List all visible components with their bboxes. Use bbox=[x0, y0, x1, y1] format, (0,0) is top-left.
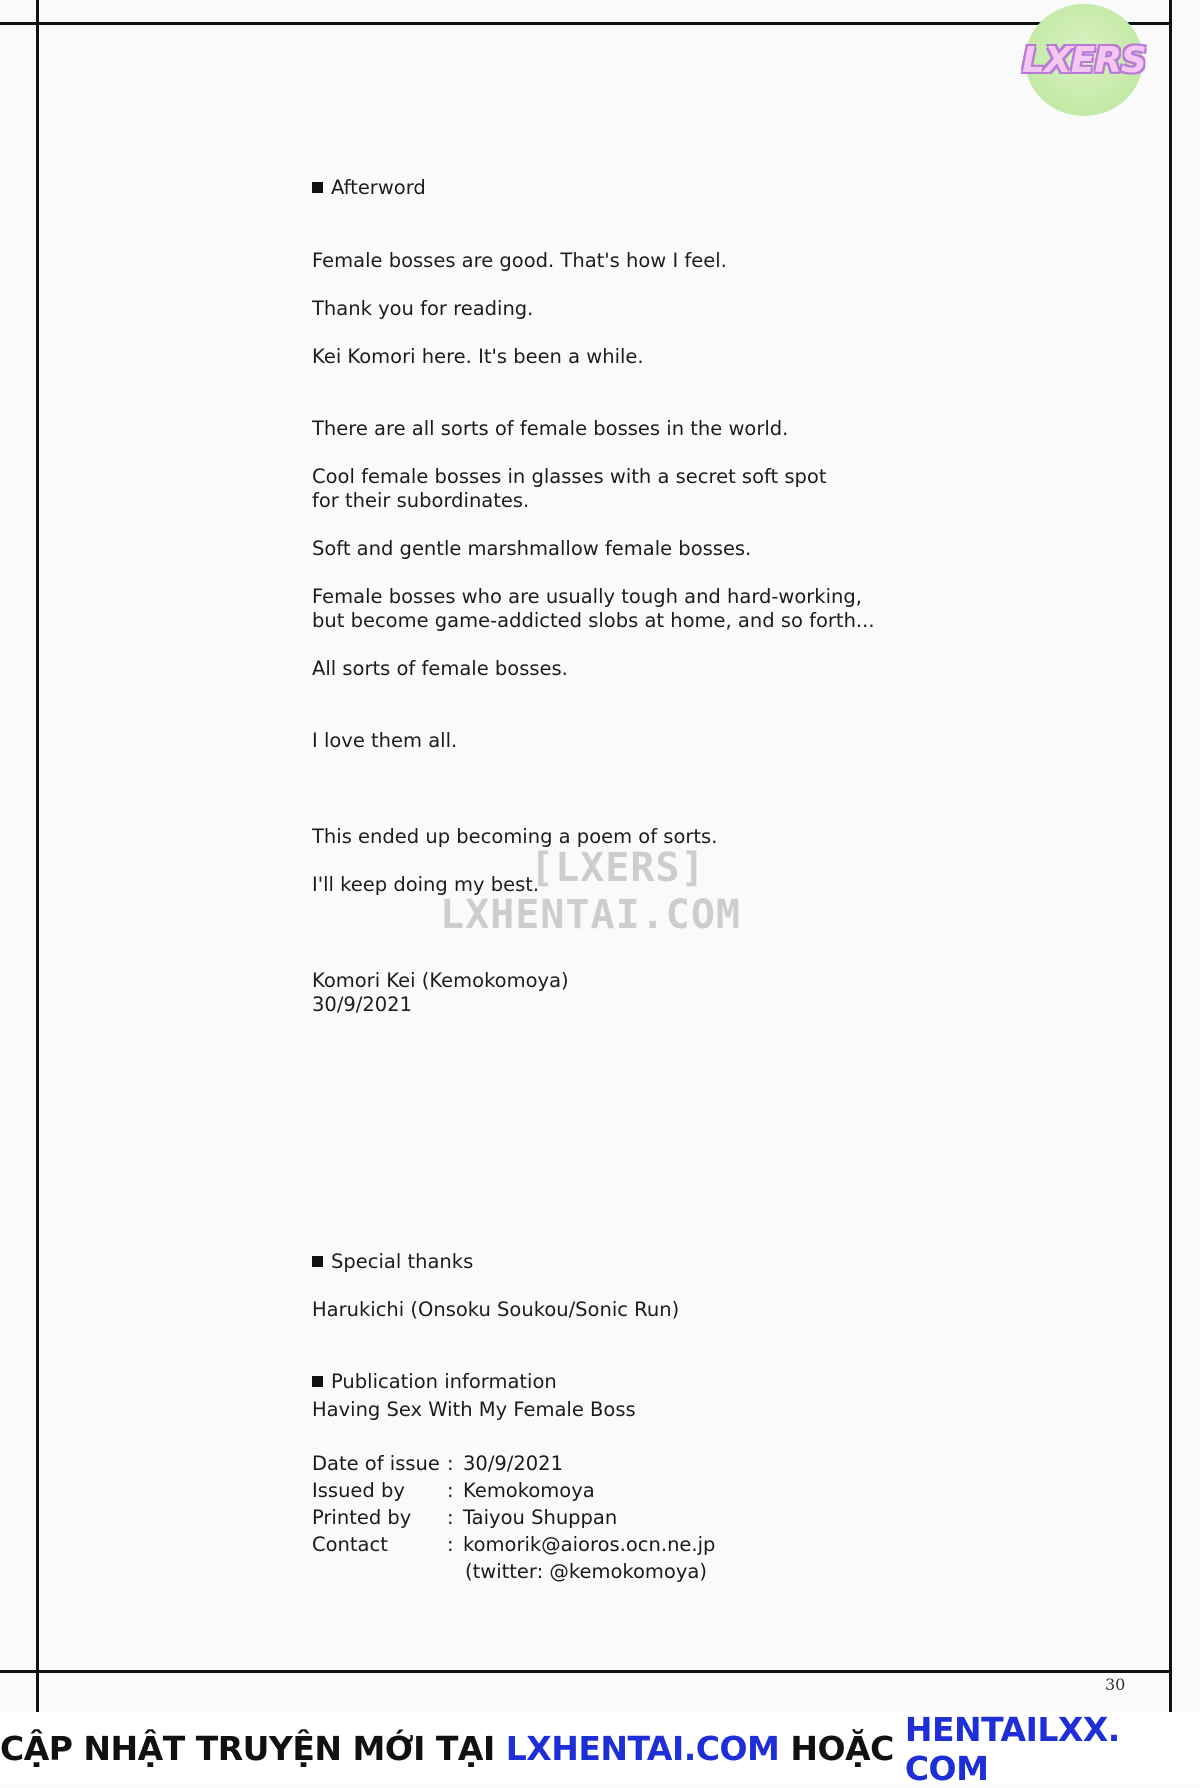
publication-heading: Publication information bbox=[312, 1370, 557, 1394]
afterword-line: Female bosses are good. That's how I feel. bbox=[312, 249, 727, 272]
publication-title: Having Sex With My Female Boss bbox=[312, 1398, 636, 1421]
special-thanks-name: Harukichi (Onsoku Soukou/Sonic Run) bbox=[312, 1298, 680, 1321]
footer-banner bbox=[0, 1709, 1200, 1788]
afterword-line: Thank you for reading. bbox=[312, 297, 534, 320]
afterword-line: There are all sorts of female bosses in the world. bbox=[312, 417, 789, 440]
contact-email: komorik@aioros.ocn.ne.jp bbox=[463, 1533, 716, 1556]
square-bullet-icon bbox=[312, 1376, 323, 1387]
publication-row: Contact : komorik@aioros.ocn.ne.jp bbox=[312, 1533, 716, 1556]
afterword-line: I love them all. bbox=[312, 729, 458, 752]
publication-row: Date of issue : 30/9/2021 bbox=[312, 1452, 563, 1475]
author-signature: Komori Kei (Kemokomoya) bbox=[312, 969, 569, 992]
page-number: 30 bbox=[1105, 1675, 1126, 1694]
square-bullet-icon bbox=[312, 182, 323, 193]
footer-link-hentailxx[interactable]: HENTAILXX. COM bbox=[904, 1709, 1120, 1788]
top-border bbox=[0, 22, 1172, 25]
special-thanks-heading: Special thanks bbox=[312, 1250, 473, 1274]
afterword-line: for their subordinates. bbox=[312, 489, 530, 512]
publication-row: Issued by : Kemokomoya bbox=[312, 1479, 595, 1502]
footer-link-lxhentai[interactable]: LXHENTAI.COM bbox=[505, 1729, 780, 1768]
afterword-line: Kei Komori here. It's been a while. bbox=[312, 345, 644, 368]
watermark-lxers: [LXERS] bbox=[530, 845, 706, 891]
lxers-logo[interactable] bbox=[1022, 4, 1146, 116]
watermark-site: LXHENTAI.COM bbox=[440, 892, 741, 938]
afterword-line: I'll keep doing my best. bbox=[312, 873, 540, 896]
left-border bbox=[36, 0, 39, 1712]
publication-row: Printed by : Taiyou Shuppan bbox=[312, 1506, 618, 1529]
bottom-border bbox=[0, 1670, 1172, 1673]
logo-text: LXERS bbox=[1022, 39, 1146, 81]
footer-text-or: HOẶC bbox=[779, 1729, 905, 1768]
right-border bbox=[1169, 0, 1172, 1712]
footer-text: CẬP NHẬT TRUYỆN MỚI TẠI bbox=[0, 1729, 506, 1768]
square-bullet-icon bbox=[312, 1256, 323, 1267]
afterword-date: 30/9/2021 bbox=[312, 993, 412, 1016]
twitter-handle: (twitter: @kemokomoya) bbox=[465, 1560, 707, 1583]
afterword-heading: Afterword bbox=[312, 176, 426, 200]
afterword-line: but become game-addicted slobs at home, and so forth... bbox=[312, 609, 875, 632]
afterword-line: This ended up becoming a poem of sorts. bbox=[312, 825, 718, 848]
afterword-line: Female bosses who are usually tough and hard-working, bbox=[312, 585, 862, 608]
afterword-line: All sorts of female bosses. bbox=[312, 657, 568, 680]
afterword-line: Soft and gentle marshmallow female bosses. bbox=[312, 537, 752, 560]
afterword-line: Cool female bosses in glasses with a secret soft spot bbox=[312, 465, 827, 488]
